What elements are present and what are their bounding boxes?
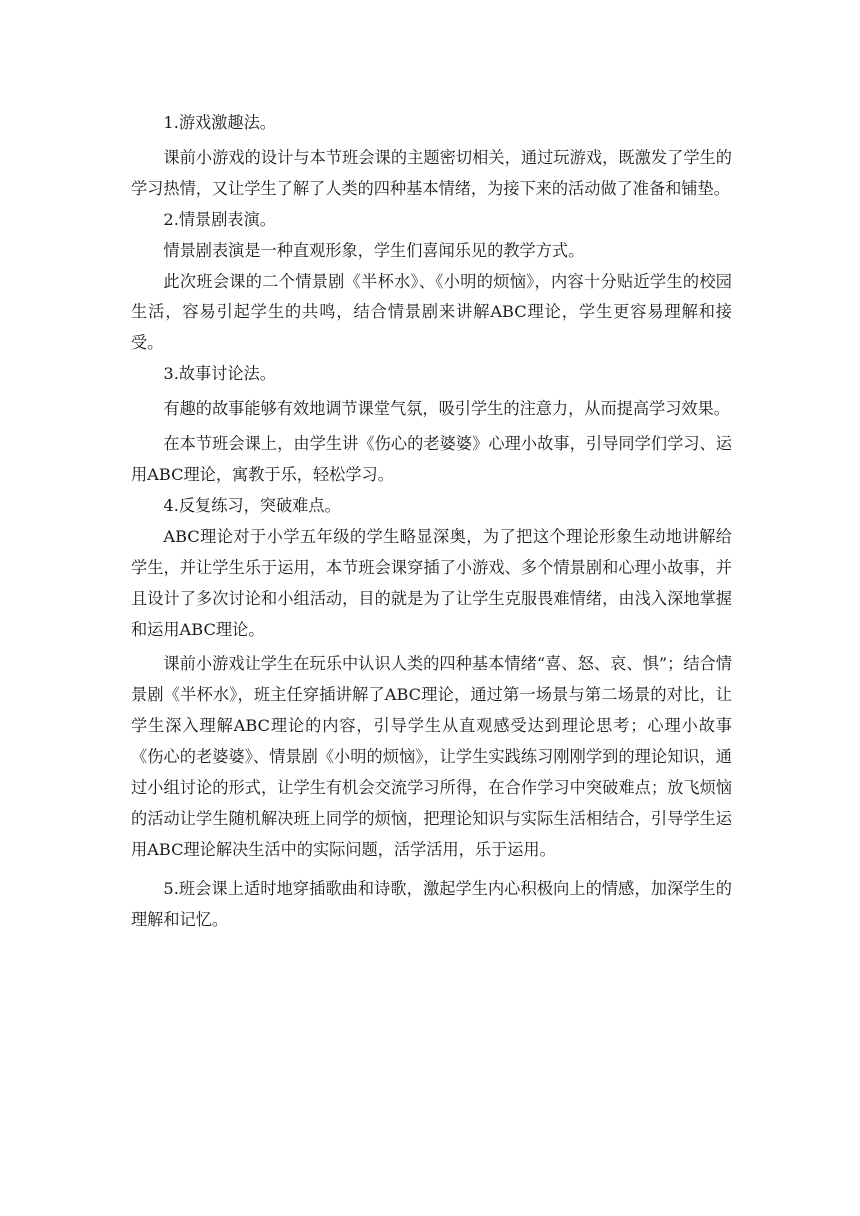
paragraph-songs-poems: 5.班会课上适时地穿插歌曲和诗歌，激起学生内心积极向上的情感，加深学生的理解和记忆。 — [131, 878, 732, 929]
heading-story-discussion: 3.故事讨论法。 — [163, 364, 276, 384]
paragraph-game-design: 课前小游戏的设计与本节班会课的主题密切相关，通过玩游戏，既激发了学生的学习热情，又让学生了解了人类的四种基本情绪，为接下来的活动做了准备和铺垫。 — [131, 147, 732, 198]
paragraph-activities-summary: 课前小游戏让学生在玩乐中认识人类的四种基本情绪“喜、怒、哀、惧”；结合情景剧《半杯水》，班主任穿插讲解了ABC理论，通过第一场景与第二场景的对比，让学生深入理解ABC理论的内容，引导学生从直观感受达到理论思考；心理小故事《伤心的老婆婆》、情景剧《小明的烦恼》，让学生实践练习刚刚学到的理论知识，通过小组讨论的形式，让学生有机会交流学习所得，在合作学习中突破难点；放飞烦恼的活动让学生随机解决班上同学的烦恼，把理论知识与实际生活相结合，引导学生运用ABC理论解决生活中的实际问题，活学活用，乐于运用。 — [131, 654, 732, 859]
paragraph-drama-intro: 情景剧表演是一种直观形象，学生们喜闻乐见的教学方式。 — [163, 240, 585, 260]
heading-repeated-practice: 4.反复练习，突破难点。 — [163, 495, 341, 515]
heading-drama-performance: 2.情景剧表演。 — [163, 209, 276, 229]
paragraph-story-practice: 在本节班会课上，由学生讲《伤心的老婆婆》心理小故事，引导同学们学习、运用ABC理论，寓教于乐，轻松学习。 — [131, 434, 732, 484]
paragraph-abc-theory: ABC理论对于小学五年级的学生略显深奥，为了把这个理论形象生动地讲解给学生，并让学生乐于运用，本节班会课穿插了小游戏、多个情景剧和心理小故事，并且设计了多次讨论和小组活动，目的就是为了让学生克服畏难情绪，由浅入深地掌握和运用ABC理论。 — [131, 526, 732, 639]
paragraph-drama-details: 此次班会课的二个情景剧《半杯水》、《小明的烦恼》，内容十分贴近学生的校园生活，容易引起学生的共鸣，结合情景剧来讲解ABC理论，学生更容易理解和接受。 — [131, 271, 732, 353]
paragraph-story-interest: 有趣的故事能够有效地调节课堂气氛，吸引学生的注意力，从而提高学习效果。 — [163, 399, 730, 419]
document-page — [131, 108, 732, 936]
heading-game-method: 1.游戏激趣法。 — [163, 113, 276, 132]
